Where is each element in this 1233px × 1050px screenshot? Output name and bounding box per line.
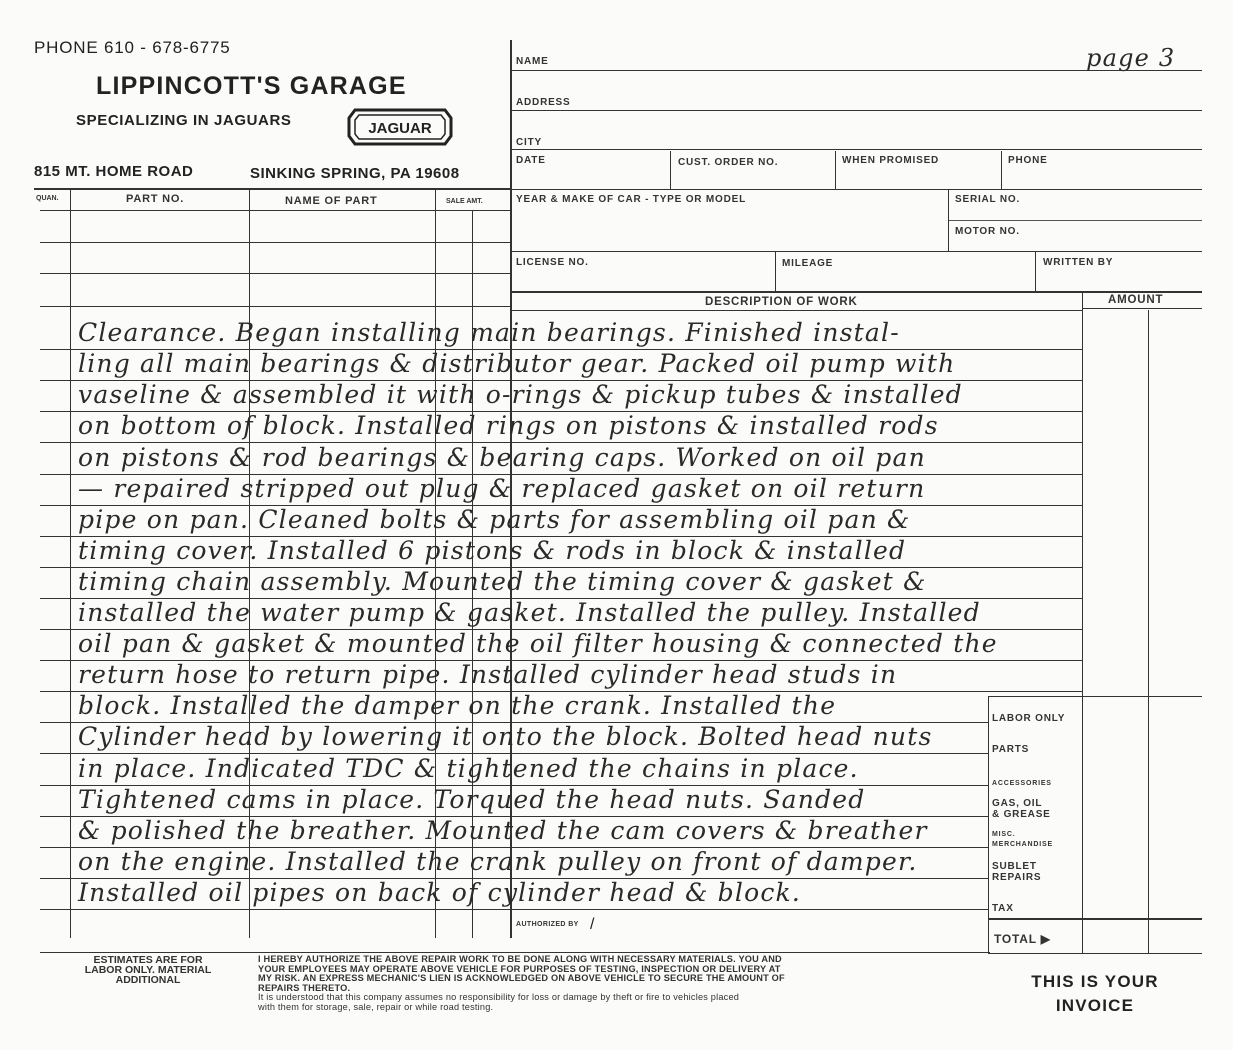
- work-description-line: & polished the breather. Mounted the cam covers & breather: [78, 816, 928, 845]
- label-tax: TAX: [992, 903, 1014, 914]
- year-row-line: [512, 251, 1202, 252]
- work-description-line: block. Installed the damper on the crank. Installed the: [78, 691, 837, 720]
- work-description-line: pipe on pan. Cleaned bolts & parts for assembling oil pan &: [78, 505, 911, 534]
- date-divider: [1001, 151, 1002, 189]
- col-name-of-part: NAME OF PART: [285, 195, 378, 207]
- col-sale-amt: SALE AMT.: [446, 198, 483, 205]
- shop-tagline: SPECIALIZING IN JAGUARS: [76, 112, 292, 129]
- label-gas-grease: & GREASE: [992, 809, 1051, 820]
- label-sublet: SUBLET: [992, 861, 1037, 872]
- date-row-line: [512, 189, 1202, 190]
- col-part-no: PART NO.: [126, 193, 185, 205]
- tax-bottom-line: [988, 918, 1202, 920]
- license-row-line: [512, 291, 1202, 293]
- label-total: TOTAL ▶: [994, 932, 1051, 946]
- amount-header: AMOUNT: [1108, 294, 1164, 306]
- totals-top-line: [988, 696, 1202, 697]
- label-authorized-by: AUTHORIZED BY: [516, 921, 579, 928]
- label-cust-order: CUST. ORDER NO.: [678, 157, 779, 168]
- col-quan: QUAN.: [36, 195, 59, 202]
- label-labor-only: LABOR ONLY: [992, 713, 1066, 724]
- amount-header-line: [1082, 308, 1202, 309]
- label-name: NAME: [516, 56, 549, 67]
- work-description-line: vaseline & assembled it with o-rings & pickup tubes & installed: [78, 380, 963, 409]
- total-bottom-line: [988, 953, 1202, 954]
- label-mileage: MILEAGE: [782, 258, 834, 269]
- label-motor: MOTOR NO.: [955, 226, 1020, 237]
- logo-text: JAGUAR: [368, 120, 432, 137]
- amount-divider: [1148, 310, 1149, 953]
- parts-row-line: [40, 273, 510, 274]
- parts-row-line: [40, 210, 510, 211]
- description-header: DESCRIPTION OF WORK: [705, 296, 858, 308]
- work-description-line: Cylinder head by lowering it onto the block. Bolted head nuts: [78, 722, 933, 751]
- authorized-colon-mark: /: [590, 916, 595, 933]
- estimates-note: ESTIMATES ARE FOR LABOR ONLY. MATERIAL ADDITIONAL: [84, 954, 212, 986]
- work-description-line: in place. Indicated TDC & tightened the chains in place.: [78, 754, 859, 783]
- work-description-line: installed the water pump & gasket. Installed the pulley. Installed: [78, 598, 981, 627]
- description-header-line: [512, 310, 1082, 311]
- label-misc: MISC.: [992, 831, 1016, 838]
- work-description-line: on pistons & rod bearings & bearing caps. Worked on oil pan: [78, 443, 926, 472]
- label-license: LICENSE NO.: [516, 257, 589, 268]
- bottom-form-line: [40, 952, 990, 953]
- label-parts: PARTS: [992, 744, 1030, 755]
- page-note: page 3: [1086, 44, 1176, 72]
- work-description-line: Clearance. Began installing main bearings. Finished instal-: [78, 318, 900, 347]
- work-description-line: timing chain assembly. Mounted the timing cover & gasket &: [78, 567, 927, 596]
- label-serial: SERIAL NO.: [955, 194, 1021, 205]
- label-when-promised: WHEN PROMISED: [842, 155, 940, 166]
- label-gas-oil: GAS, OIL: [992, 798, 1043, 809]
- shop-city: SINKING SPRING, PA 19608: [250, 165, 460, 182]
- parts-header-rule: [34, 188, 510, 190]
- date-divider: [835, 151, 836, 189]
- parts-row-line: [40, 306, 510, 307]
- address-line: [512, 110, 1202, 111]
- totals-divider: [988, 696, 989, 953]
- license-divider: [775, 251, 776, 291]
- work-description-line: return hose to return pipe. Installed cylinder head studs in: [78, 660, 898, 689]
- jaguar-logo: [347, 108, 453, 146]
- label-address: ADDRESS: [516, 97, 571, 108]
- ruled-line: [40, 909, 988, 910]
- work-description-line: ling all main bearings & distributor gear. Packed oil pump with: [78, 349, 956, 378]
- invoice-note: THIS IS YOUR INVOICE: [1031, 972, 1159, 1015]
- label-year-make: YEAR & MAKE OF CAR - TYPE OR MODEL: [516, 194, 746, 205]
- parts-divider: [70, 188, 71, 938]
- serial-line: [948, 220, 1202, 221]
- work-description-line: oil pan & gasket & mounted the oil filter housing & connected the: [78, 629, 998, 658]
- label-phone: PHONE: [1008, 155, 1048, 166]
- authorization-text: I HEREBY AUTHORIZE THE ABOVE REPAIR WORK TO BE DONE ALONG WITH NECESSARY MATERIALS. YOU AND YOUR EMPLOYEES MAY OPERATE ABOVE VEHICLE FOR PURPOSES OF TESTING, INSPECTION OR DELIVERY AT MY RISK. AN EXPRESS MECHANIC'S LIEN IS ACKNOWLEDGED ON ABOVE VEHICLE TO SECURE THE AMOUNT OF REPAIRS THERETO. It is understood that this company assumes no responsibility for loss or damage by theft or fire to vehicles placed with them for storage, sale, repair or while road testing.: [258, 954, 785, 1012]
- work-description-line: on the engine. Installed the crank pulley on front of damper.: [78, 847, 918, 876]
- label-merchandise: MERCHANDISE: [992, 841, 1053, 848]
- city-line: [512, 149, 1202, 150]
- amount-divider: [1082, 291, 1083, 953]
- label-accessories: ACCESSORIES: [992, 780, 1052, 787]
- work-description-line: — repaired stripped out plug & replaced gasket on oil return: [78, 474, 926, 503]
- label-written-by: WRITTEN BY: [1043, 257, 1114, 268]
- shop-phone: PHONE 610 - 678-6775: [34, 38, 231, 57]
- label-date: DATE: [516, 155, 546, 166]
- date-divider: [670, 151, 671, 189]
- parts-row-line: [40, 242, 510, 243]
- label-city: CITY: [516, 137, 542, 148]
- work-description-line: timing cover. Installed 6 pistons & rods in block & installed: [78, 536, 907, 565]
- work-description-line: on bottom of block. Installed rings on pistons & installed rods: [78, 411, 939, 440]
- serial-divider: [948, 189, 949, 251]
- work-description-line: Installed oil pipes on back of cylinder head & block.: [78, 878, 802, 907]
- shop-name: LIPPINCOTT'S GARAGE: [96, 72, 407, 100]
- shop-address: 815 MT. HOME ROAD: [34, 163, 194, 180]
- label-repairs: REPAIRS: [992, 872, 1042, 883]
- license-divider: [1035, 251, 1036, 291]
- work-description-line: Tightened cams in place. Torqued the head nuts. Sanded: [78, 785, 866, 814]
